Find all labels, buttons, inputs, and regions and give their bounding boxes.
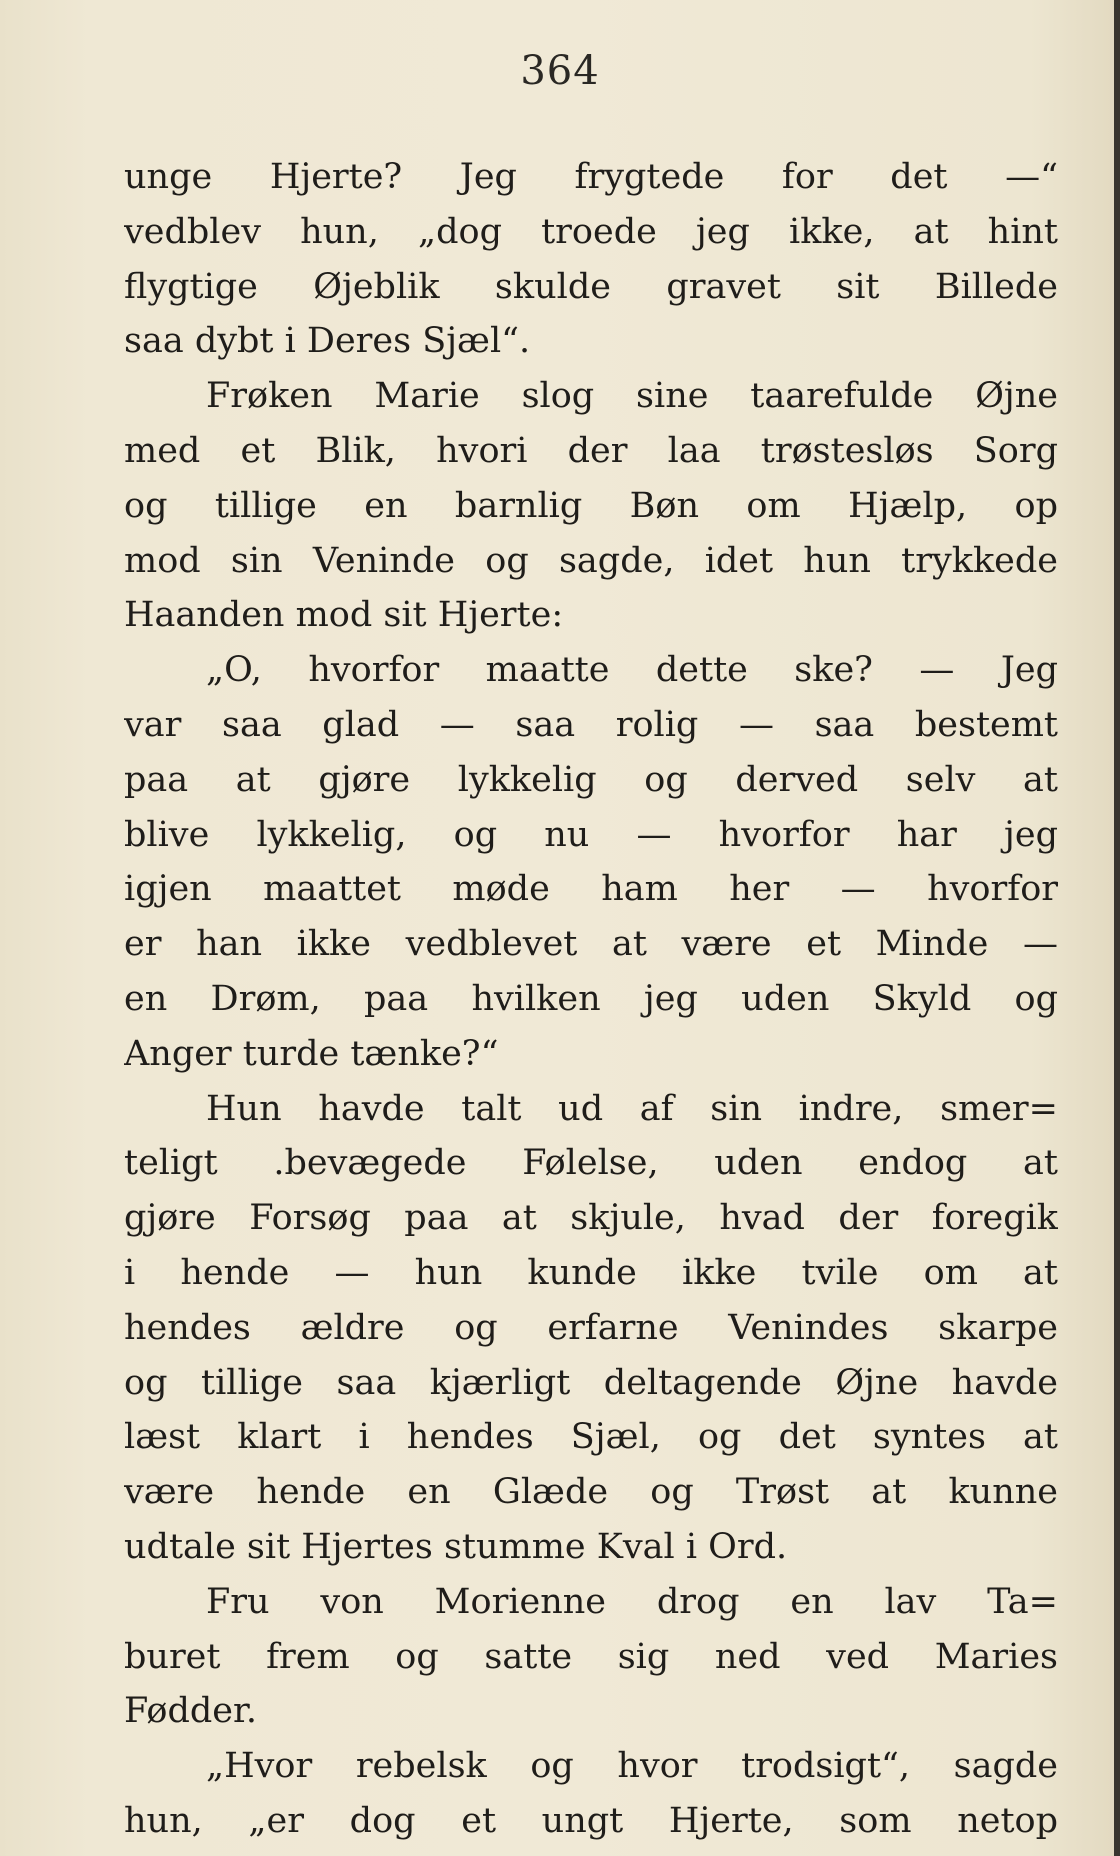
text-line: er han ikke vedblevet at være et Minde — — [124, 924, 1058, 965]
text-line: Hun havde talt ud af sin indre, smer= — [206, 1088, 1058, 1129]
text-line: hun, „er dog et ungt Hjerte, som netop — [124, 1800, 1058, 1841]
text-line: gjøre Forsøg paa at skjule, hvad der foregik — [124, 1198, 1058, 1239]
text-line: Anger turde tænke?“ — [124, 1033, 499, 1074]
page-edge-shadow — [1114, 0, 1120, 1856]
text-line: „O, hvorfor maatte dette ske? — Jeg — [206, 650, 1058, 691]
text-line: Fødder. — [124, 1691, 257, 1732]
text-line: saa dybt i Deres Sjæl“. — [124, 321, 531, 362]
text-line: hendes ældre og erfarne Venindes skarpe — [124, 1307, 1058, 1348]
text-line: flygtige Øjeblik skulde gravet sit Billede — [124, 266, 1058, 307]
text-line: Frøken Marie slog sine taarefulde Øjne — [206, 376, 1058, 417]
text-line: udtale sit Hjertes stumme Kval i Ord. — [124, 1526, 788, 1567]
text-line: mod sin Veninde og sagde, idet hun trykkede — [124, 540, 1058, 581]
page-number: 364 — [520, 48, 600, 94]
text-line: Haanden mod sit Hjerte: — [124, 595, 564, 636]
text-line: var saa glad — saa rolig — saa bestemt — [124, 704, 1058, 745]
text-line: „Hvor rebelsk og hvor trodsigt“, sagde — [206, 1746, 1058, 1787]
text-line: buret frem og satte sig ned ved Maries — [124, 1636, 1058, 1677]
text-line: igjen maattet møde ham her — hvorfor — [124, 869, 1058, 910]
text-line: og tillige saa kjærligt deltagende Øjne havde — [124, 1362, 1058, 1403]
text-line: paa at gjøre lykkelig og derved selv at — [124, 759, 1058, 800]
text-line: læst klart i hendes Sjæl, og det syntes at — [124, 1417, 1058, 1458]
text-line: og tillige en barnlig Bøn om Hjælp, op — [124, 485, 1058, 526]
text-line: i hende — hun kunde ikke tvile om at — [124, 1252, 1058, 1293]
text-line: vedblev hun, „dog troede jeg ikke, at hint — [124, 211, 1058, 252]
text-line: en Drøm, paa hvilken jeg uden Skyld og — [124, 978, 1058, 1019]
body-text — [124, 150, 1058, 1849]
text-line: Fru von Morienne drog en lav Ta= — [206, 1581, 1058, 1622]
text-line: med et Blik, hvori der laa trøstesløs Sorg — [124, 430, 1058, 471]
text-line: unge Hjerte? Jeg frygtede for det —“ — [124, 157, 1058, 197]
text-line: være hende en Glæde og Trøst at kunne — [124, 1472, 1058, 1513]
text-line: teligt .bevægede Følelse, uden endog at — [124, 1143, 1058, 1184]
text-line: blive lykkelig, og nu — hvorfor har jeg — [124, 814, 1058, 855]
